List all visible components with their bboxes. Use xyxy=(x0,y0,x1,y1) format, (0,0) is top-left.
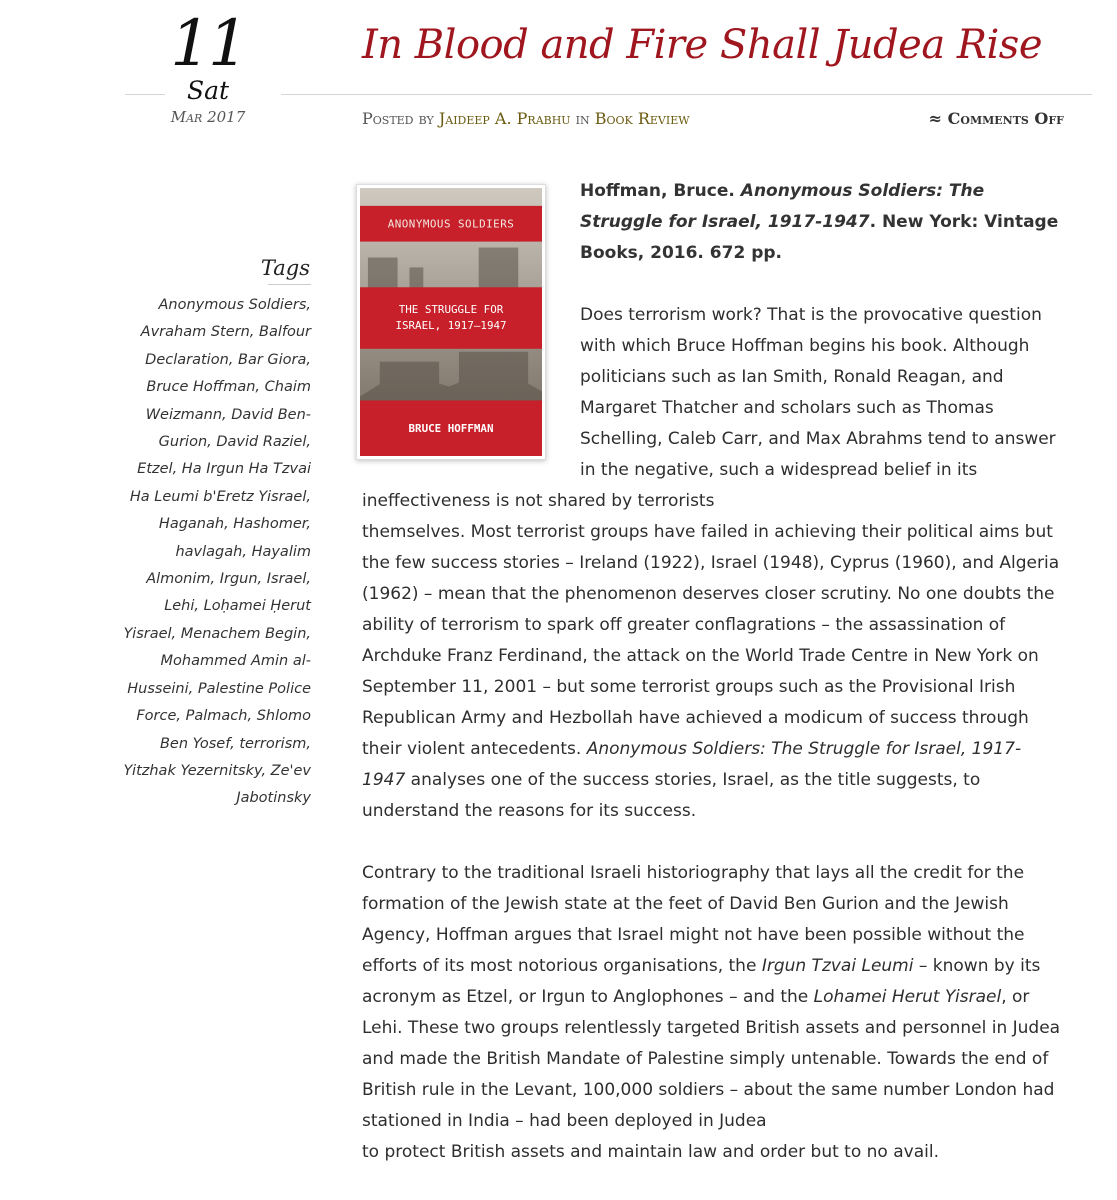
tag-link[interactable]: Ze'ev Jabotinsky xyxy=(236,762,311,807)
tag-link[interactable]: Bar Giora xyxy=(238,351,307,368)
author-link[interactable]: Jaideep A. Prabhu xyxy=(438,109,571,128)
paragraph-2-c: , or Lehi. These two groups relentlessly targeted British assets and personnel in Judea and made the British Mandate of Palestine simply untenable. Towards the end of British rule in the Levant, 100,000 soldiers – about the same number London had stationed in India – had been deployed in Judea xyxy=(362,987,1061,1131)
tag-link[interactable]: Palestine Police Force xyxy=(136,680,311,725)
in-label: in xyxy=(575,109,590,128)
date-month-year: Mar 2017 xyxy=(170,108,246,126)
post-meta xyxy=(362,108,1064,130)
tag-link[interactable]: Yitzhak Yezernitsky xyxy=(123,762,262,779)
cover-subtitle-line1: THE STRUGGLE FOR xyxy=(398,303,504,317)
posted-by-label: Posted by xyxy=(362,109,434,128)
paragraph-2-irgun: Irgun Tzvai Leumi xyxy=(761,956,914,976)
tags-list: Anonymous Soldiers, Avraham Stern, Balfour Declaration, Bar Giora, Bruce Hoffman, Chaim Weizmann, David Ben-Gurion, David Raziel, Etzel, Ha Irgun Ha Tzvai Ha Leumi b'Eretz Yisrael, Haganah, Hashomer, havlagah, Hayalim Almonim, Irgun, Israel, Lehi, Loḥamei Ḥerut Yisrael, Menachem Begin, Mohammed Amin al-Husseini, Palestine Police Force, Palmach, Shlomo Ben Yosef, terrorism, Yitzhak Yezernitsky, Ze'ev Jabotinsky xyxy=(123,297,311,807)
tag-link[interactable]: David Raziel xyxy=(216,434,307,451)
tag-link[interactable]: Haganah xyxy=(158,516,225,533)
comments-icon: ≈ xyxy=(928,109,943,128)
paragraph-1: Does terrorism work? That is the provocative question with which Bruce Hoffman begins his book. Although politicians such as Ian Smith, Ronald Reagan, and Margaret Thatcher and scholars such as Thomas Schelling, Caleb Carr, and Max Abrahms tend to answer in the negative, such a widespread belief in its ineffectiveness is not shared by terrorists xyxy=(362,305,1056,511)
category-link[interactable]: Book Review xyxy=(594,109,690,128)
paragraph-2-lehi: Lohamei Herut Yisrael xyxy=(813,987,1002,1007)
paragraph-2-d: to protect British assets and maintain law and order but to no avail. xyxy=(362,1142,939,1162)
tag-link[interactable]: havlagah xyxy=(175,543,243,560)
paragraph-1-tail: themselves. Most terrorist groups have failed in achieving their political aims but the few success stories – Ireland (1922), Israel (1948), Cyprus (1960), and Algeria (1962) – mean that the phenomenon deserves closer scrutiny. No one doubts the ability of terrorism to spark off greater conflagrations – the assassination of Archduke Franz Ferdinand, the attack on the World Trade Centre in New York on September 11, 2001 – but some terrorist groups such as the Provisional Irish Republican Army and Hezbollah have achieved a modicum of success through their violent antecedents. xyxy=(362,522,1060,759)
tag-link[interactable]: Israel xyxy=(266,571,307,588)
post-content xyxy=(362,176,1064,1199)
tag-link[interactable]: Bruce Hoffman xyxy=(146,379,256,396)
tag-link[interactable]: Lehi xyxy=(164,598,195,615)
paragraph-1-continued xyxy=(362,517,1064,827)
tag-link[interactable]: Irgun xyxy=(219,571,258,588)
citation-publisher: . New York: Vintage Books, 2016. 672 pp. xyxy=(580,212,1059,263)
tags-heading-rule xyxy=(268,284,311,285)
post-date xyxy=(125,7,291,126)
paragraph-2-b: – known by its acronym as Etzel, or Irgun to Anglophones – and the xyxy=(362,956,1041,1007)
citation-author: Hoffman, Bruce. xyxy=(580,181,735,201)
date-weekday: Sat xyxy=(186,76,230,105)
paragraph-2 xyxy=(362,858,1064,1168)
comments-text: Comments Off xyxy=(947,109,1064,128)
post-title[interactable]: In Blood and Fire Shall Judea Rise xyxy=(362,22,1042,68)
tag-link[interactable]: Anonymous Soldiers xyxy=(158,297,307,313)
tag-link[interactable]: terrorism xyxy=(239,735,307,752)
tag-link[interactable]: Mohammed Amin al-Husseini xyxy=(127,653,311,697)
book-cover-image xyxy=(356,184,546,460)
cover-subtitle-line2: ISRAEL, 1917–1947 xyxy=(395,318,507,332)
paragraph-1-book-title: Anonymous Soldiers: The Struggle for Israel, 1917-1947 xyxy=(362,739,1022,790)
date-rule-right xyxy=(281,94,1092,95)
cover-author: BRUCE HOFFMAN xyxy=(408,422,494,436)
cover-series-title: ANONYMOUS SOLDIERS xyxy=(387,217,515,231)
tag-link[interactable]: Hashomer xyxy=(233,516,307,533)
paragraph-1-end: analyses one of the success stories, Israel, as the title suggests, to understand the reasons for its success. xyxy=(362,770,981,821)
tag-link[interactable]: David Ben-Gurion xyxy=(158,406,311,451)
tag-link[interactable]: Balfour Declaration xyxy=(145,324,311,368)
comments-status[interactable] xyxy=(929,108,1064,130)
date-day: 11 xyxy=(170,7,246,81)
tag-link[interactable]: Ha Irgun Ha Tzvai Ha Leumi b'Eretz Yisrael xyxy=(129,461,311,505)
tag-link[interactable]: Chaim Weizmann xyxy=(145,379,311,423)
tags-heading: Tags xyxy=(260,256,310,280)
book-cover-art xyxy=(360,188,542,456)
paragraph-2-a: Contrary to the traditional Israeli historiography that lays all the credit for the formation of the Jewish state at the feet of David Ben Gurion and the Jewish Agency, Hoffman argues that Israel might not have been possible without the efforts of its most notorious organisations, the xyxy=(362,863,1025,976)
tag-link[interactable]: Loḥamei Ḥerut Yisrael xyxy=(123,598,311,642)
tag-link[interactable]: Palmach xyxy=(185,708,248,725)
tag-link[interactable]: Shlomo Ben Yosef xyxy=(159,708,311,752)
citation-title: Anonymous Soldiers: The Struggle for Israel, 1917-1947 xyxy=(580,181,985,232)
tag-link[interactable]: Hayalim Almonim xyxy=(146,543,311,588)
tag-link[interactable]: Menachem Begin xyxy=(180,625,307,642)
tag-link[interactable]: Etzel xyxy=(137,461,173,478)
tag-link[interactable]: Avraham Stern xyxy=(140,324,250,341)
